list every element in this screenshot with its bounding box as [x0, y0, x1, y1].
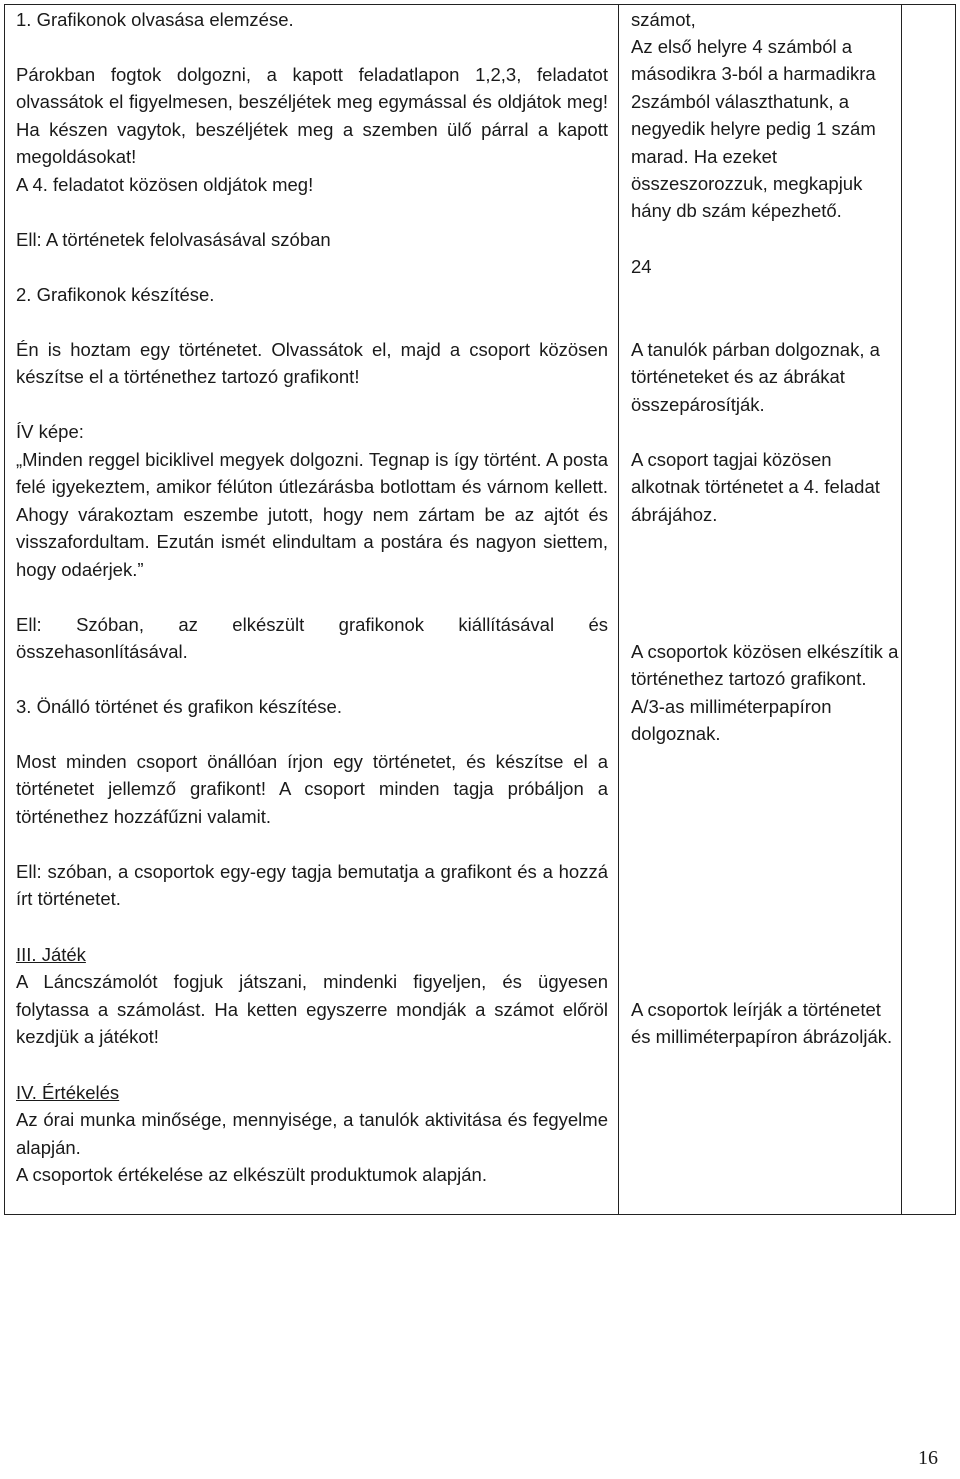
note-pair-work: A tanulók párban dolgoznak, a történeteket és az ábrákat összepárosítják. [631, 339, 880, 415]
board-image-label: ÍV képe: [16, 421, 84, 442]
evaluation-text: Az órai munka minősége, mennyisége, a tanulók aktivitása és fegyelme alapján. [16, 1109, 608, 1158]
section-heading-graph-reading: 1. Grafikonok olvasása elemzése. [16, 9, 294, 30]
pair-work-instructions: Párokban fogtok dolgozni, a kapott feladatlapon 1,2,3, feladatot olvassátok el figyelmesen, beszéljétek meg egymással és oldjátok meg! Ha készen vagytok, beszéljétek meg a szemben ülő párral a kapott megoldásokat! [16, 64, 608, 168]
note-group-story: A csoport tagjai közösen alkotnak történetet a 4. feladat ábrájához. [631, 449, 880, 525]
page-number: 16 [918, 1447, 938, 1469]
evaluation-heading: IV. Értékelés [16, 1082, 120, 1103]
note-combinatorics: Az első helyre 4 számból a másodikra 3-ból a harmadikra 2számból választhatunk, a negyedik helyre pedig 1 szám marad. Ha ezeket összeszorozzuk, megkapjuk hány db szám képezhető. [631, 36, 876, 222]
note-group-graph: A csoportok közösen elkészítik a történethez tartozó grafikont. A/3-as milliméterpapíron dolgoznak. [631, 641, 899, 745]
game-section [16, 941, 608, 1051]
note-group-story-graph: A csoportok leírják a történetet és milliméterpapíron ábrázolják. [631, 999, 893, 1048]
story-intro: Én is hoztam egy történetet. Olvassátok el, majd a csoport közösen készítse el a történethez tartozó grafikont! [16, 339, 608, 388]
section-heading-own-story: 3. Önálló történet és grafikon készítése. [16, 696, 342, 717]
check-note-3: Ell: szóban, a csoportok egy-egy tagja bemutatja a grafikont és a hozzá írt történetet. [16, 861, 608, 910]
group-task-instructions: Most minden csoport önállóan írjon egy történetet, és készítse el a történetet jellemző grafikont! A csoport minden tagja próbáljon a történethez hozzáfűzni valamit. [16, 751, 608, 827]
game-heading: III. Játék [16, 944, 86, 965]
check-note-2: Ell: Szóban, az elkészült grafikonok kiállításával és összehasonlításával. [16, 614, 608, 663]
evaluation-section [16, 1079, 608, 1189]
column-divider-2 [901, 5, 902, 1214]
note-result: 24 [631, 256, 652, 277]
check-note-1: Ell: A történetek felolvasásával szóban [16, 229, 331, 250]
note-number-fragment: számot, [631, 9, 696, 30]
evaluation-products: A csoportok értékelése az elkészült produktumok alapján. [16, 1164, 487, 1186]
section-heading-graph-making: 2. Grafikonok készítése. [16, 284, 215, 305]
task-4-instruction: A 4. feladatot közösen oldjátok meg! [16, 174, 314, 195]
column-divider-1 [618, 5, 619, 1214]
game-text: A Láncszámolót fogjuk játszani, mindenki figyeljen, és ügyesen folytassa a számolást. Ha ketten egyszerre mondják a számot előröl kezdjük a játékot! [16, 971, 608, 1048]
story-text: „Minden reggel biciklivel megyek dolgozni. Tegnap is így történt. A posta felé igyekeztem, amikor félúton útlezárásba botlottam és várnom kellett. Ahogy várakoztam eszembe jutott, hogy nem zártam be az ajtót és visszafordultam. Ezután ismét elindultam a postára és nagyon siettem, hogy odaérjek.” [16, 449, 608, 580]
lesson-plan-table [4, 4, 956, 1215]
